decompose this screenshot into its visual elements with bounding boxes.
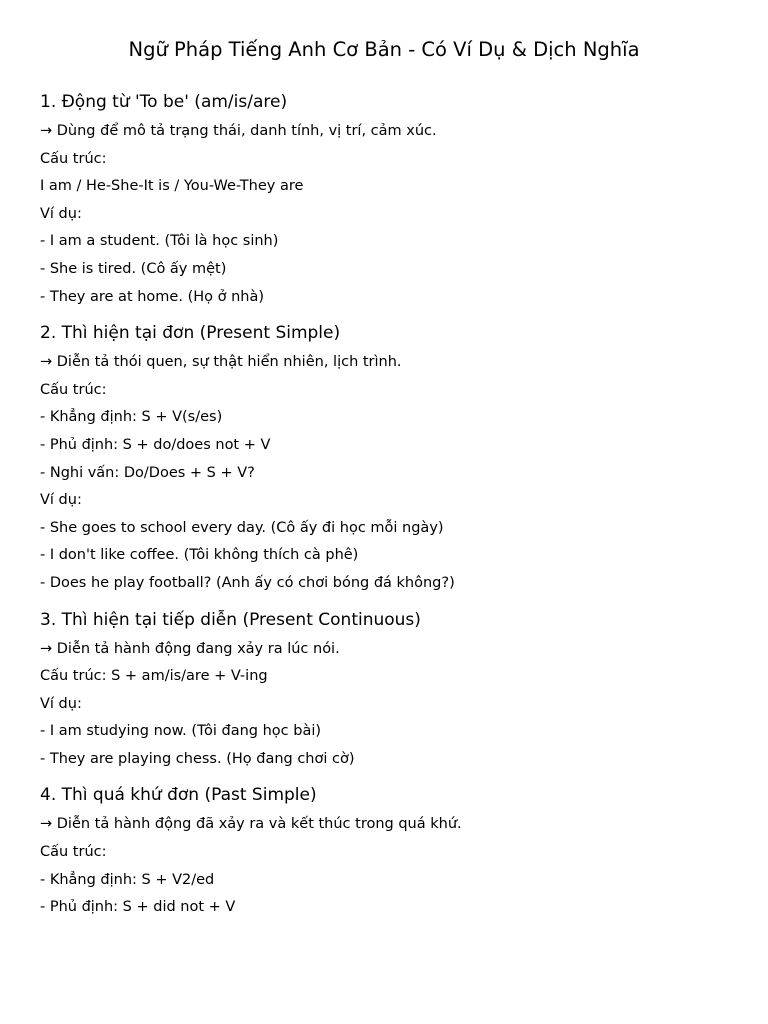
section-line: Cấu trúc: S + am/is/are + V-ing [40,668,268,685]
section-line: → Diễn tả thói quen, sự thật hiển nhiên, lịch trình. [40,354,402,371]
section-present-continuous [40,608,728,774]
section-line: - She goes to school every day. (Cô ấy đi học mỗi ngày) [40,519,444,536]
section-line: - Does he play football? (Anh ấy có chơi bóng đá không?) [40,574,455,591]
section-line: Cấu trúc: [40,381,107,398]
section-line: Ví dụ: [40,492,82,509]
section-line: - I am studying now. (Tôi đang học bài) [40,723,322,740]
section-line: Ví dụ: [40,205,82,222]
section-past-simple [40,783,728,921]
section-line: - They are playing chess. (Họ đang chơi cờ) [40,750,355,767]
section-line: Cấu trúc: [40,150,107,167]
section-line: Ví dụ: [40,695,82,712]
section-line: I am / He-She-It is / You-We-They are [40,178,304,195]
section-line: - Khẳng định: S + V(s/es) [40,409,223,426]
document-title: Ngữ Pháp Tiếng Anh Cơ Bản - Có Ví Dụ & Dịch Nghĩa [128,38,640,61]
section-heading: 2. Thì hiện tại đơn (Present Simple) [40,323,341,344]
section-line: → Diễn tả hành động đang xảy ra lúc nói. [40,640,340,657]
section-heading: 3. Thì hiện tại tiếp diễn (Present Continuous) [40,609,421,630]
section-heading: 1. Động từ 'To be' (am/is/are) [40,92,288,112]
section-line: - Nghi vấn: Do/Does + S + V? [40,464,255,481]
section-line: - They are at home. (Họ ở nhà) [40,288,265,305]
section-line: → Dùng để mô tả trạng thái, danh tính, vị trí, cảm xúc. [40,123,437,139]
section-present-simple [40,321,728,597]
section-line: - Phủ định: S + do/does not + V [40,436,271,453]
section-line: - Khẳng định: S + V2/ed [40,871,215,888]
section-line: - I don't like coffee. (Tôi không thích cà phê) [40,547,359,564]
section-line: - She is tired. (Cô ấy mệt) [40,260,227,277]
section-line: - Phủ định: S + did not + V [40,899,236,916]
section-line: - I am a student. (Tôi là học sinh) [40,233,279,250]
section-to-be [40,90,728,311]
section-line: Cấu trúc: [40,844,107,861]
section-line: → Diễn tả hành động đã xảy ra và kết thúc trong quá khứ. [40,816,462,833]
section-heading: 4. Thì quá khứ đơn (Past Simple) [40,785,317,806]
